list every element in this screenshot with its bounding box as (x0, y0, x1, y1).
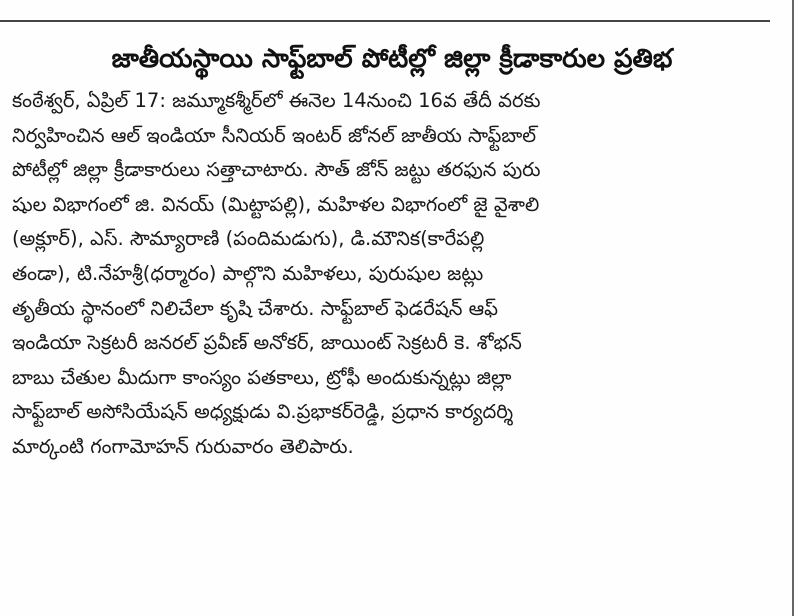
top-divider-rule (0, 20, 770, 22)
body-line: సాఫ్ట్‌బాల్ అసోసియేషన్ అధ్యక్షుడు వి.ప్రభాకర్‌రెడ్డి, ప్రధాన కార్యదర్శి (12, 400, 514, 424)
body-line: మార్కంటి గంగామోహన్ గురువారం తెలిపారు. (12, 434, 354, 458)
body-line: పోటీల్లో జిల్లా క్రీడాకారులు సత్తాచాటారు. సౌత్ జోన్ జట్టు తరఫున పురు (12, 158, 541, 182)
body-line: తృతీయ స్థానంలో నిలిచేలా కృషి చేశారు. సాఫ్ట్‌బాల్ ఫెడరేషన్ ఆఫ్ (12, 296, 499, 320)
body-line: బాబు చేతుల మీదుగా కాంస్యం పతకాలు, ట్రోఫీ అందుకున్నట్లు జిల్లా (12, 365, 512, 389)
column-edge-rule (792, 0, 794, 616)
body-line: నిర్వహించిన ఆల్ ఇండియా సీనియర్ ఇంటర్ జోనల్ జాతీయ సాఫ్ట్‌బాల్ (12, 123, 537, 147)
body-line: ఇండియా సెక్రటరీ జనరల్ ప్రవీణ్ అనోకర్, జాయింట్ సెక్రటరీ కె. శోభన్ (12, 331, 522, 355)
body-line: కంఠేశ్వర్, ఏప్రిల్ 17: జమ్మూకశ్మీర్‌లో ఈనెల 14నుంచి 16వ తేదీ వరకు (12, 89, 541, 112)
body-line: షుల విభాగంలో జి. వినయ్ (మిట్టాపల్లి), మహిళల విభాగంలో జై వైశాలి (12, 192, 540, 216)
body-line: తండా), టి.నేహశ్రీ(ధర్మారం) పాల్గొని మహిళలు, పురుషుల జట్లు (12, 261, 484, 285)
previous-article-fragment (12, 0, 772, 12)
article-body (12, 84, 772, 465)
article-headline: జాతీయస్థాయి సాఫ్ట్‌బాల్ పోటీల్లో జిల్లా క్రీడాకారుల ప్రతిభ (111, 44, 673, 74)
body-line: (అక్లూర్), ఎస్. సౌమ్యారాణి (పందిమడుగు), డి.మౌనిక(కారేపల్లి (12, 227, 485, 251)
